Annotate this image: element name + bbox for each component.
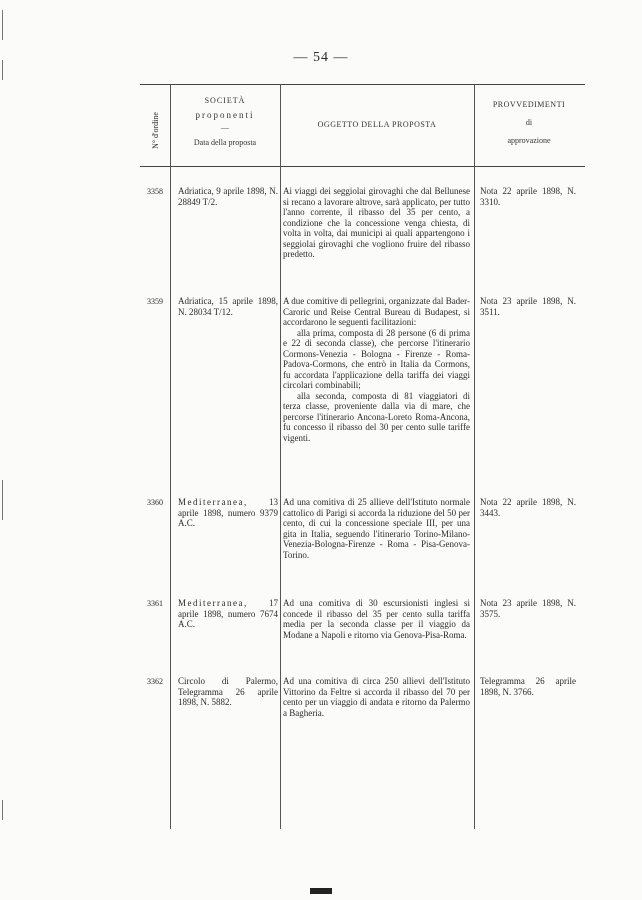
header-order-number: N° d'ordine [150,111,160,149]
row-number: 3359 [147,297,163,306]
row-number: 3362 [147,677,163,686]
row-number: 3358 [147,187,163,196]
header-provv-di: di [525,118,533,127]
row-societa [178,497,278,529]
row-societa: Adriatica, 9 aprile 1898, N. 28849 T/2. [178,186,278,207]
row-oggetto-paragraph: A due comitive di pellegrini, organizzate dal Bader-Caroric und Reise Central Bureau di Budapest, si accordarono le seguenti facilitazioni: [283,296,470,327]
row-societa-date: 13 aprile 1898, numero 9379 A.C. [178,497,278,528]
row-provvedimento: Nota 22 aprile 1898, N. 3310. [480,186,576,207]
row-societa-name: Mediterranea, [178,598,248,608]
row-provvedimento: Nota 22 aprile 1898, N. 3443. [480,497,576,518]
header-societa-date: Data della proposta [193,138,257,147]
table-header-rule [140,166,585,167]
header-provv-sub: approvazione [507,136,551,145]
header-societa-title: SOCIETÀ [204,96,246,105]
column-divider [474,84,475,829]
row-societa: Adriatica, 15 aprile 1898, N. 28034 T/12. [178,296,278,317]
margin-mark [2,60,3,80]
column-divider [170,84,171,829]
row-oggetto: Ad una comitiva di circa 250 allievi dell'Istituto Vittorino da Feltre si accorda il ribasso del 70 per cento per un viaggio di andata e ritorno da Palermo a Bagheria. [283,676,470,718]
margin-mark [2,480,3,520]
page-number: — 54 — [293,50,349,65]
row-oggetto: Ai viaggi dei seggiolai girovaghi che dal Bellunese si recano a lavorare altrove, sarà applicato, per tutto l'anno corrente, il ribasso del 35 per cento, a condizione che la concessione venga chiesta, di volta in volta, dai municipi ai quali appartengono i seggiolai girovaghi che vogliono fruire del ribasso predetto. [283,186,470,259]
header-oggetto: OGGETTO DELLA PROPOSTA [317,120,437,129]
header-societa [172,96,278,147]
row-societa-date: 17 aprile 1898, numero 7674 A.C. [178,598,278,629]
row-number: 3360 [147,498,163,507]
row-oggetto: Ad una comitiva di 30 escursionisti inglesi si concede il ribasso del 35 per cento sulla tariffa media per la seconda classe per il viaggio da Modane a Napoli e ritorno via Genova-Pisa-Roma. [283,598,470,640]
header-societa-sub: proponenti [195,110,255,120]
row-oggetto: Ad una comitiva di 25 allieve dell'Istituto normale cattolico di Parigi si accorda la riduzione del 50 per cento, di cui la concessione speciale III, per una gita in Italia, seguendo l'itinerario Torino-Milano-Venezia-Bologna-Firenze - Roma - Pisa-Genova-Torino. [283,497,470,560]
row-provvedimento: Nota 23 aprile 1898, N. 3511. [480,296,576,317]
row-number: 3361 [147,599,163,608]
row-societa [178,598,278,630]
table-top-rule [140,84,585,85]
header-provvedimenti [476,100,582,145]
row-provvedimento: Nota 23 aprile 1898, N. 3575. [480,598,576,619]
header-societa-dash: — [221,123,229,132]
scan-mark [310,888,332,894]
header-provv-title: PROVVEDIMENTI [492,100,566,109]
row-oggetto-paragraph: alla seconda, composta di 81 viaggiatori di terza classe, proveniente dalla via di mare, che percorse l'itinerario Ancona-Loreto Roma-Ancona, fu concesso il ribasso del 30 per cento sulle tariffe vigenti. [283,390,470,443]
row-societa: Circolo di Palermo, Telegramma 26 aprile 1898, N. 5882. [178,676,278,707]
row-oggetto-paragraph: alla prima, composta di 28 persone (6 di prima e 22 di seconda classe), che percorse l'itinerario Cormons-Venezia - Bologna - Firenze - Roma-Padova-Cormons, che entrò in Italia da Cormons, fu accordata l'applicazione della tariffa dei viaggi circolari combinabili; [283,327,470,390]
row-oggetto [283,296,470,443]
margin-mark [2,10,3,40]
column-divider [280,84,281,829]
row-provvedimento: Telegramma 26 aprile 1898, N. 3766. [480,676,576,697]
row-societa-name: Mediterranea, [178,497,248,507]
margin-mark [2,800,3,820]
